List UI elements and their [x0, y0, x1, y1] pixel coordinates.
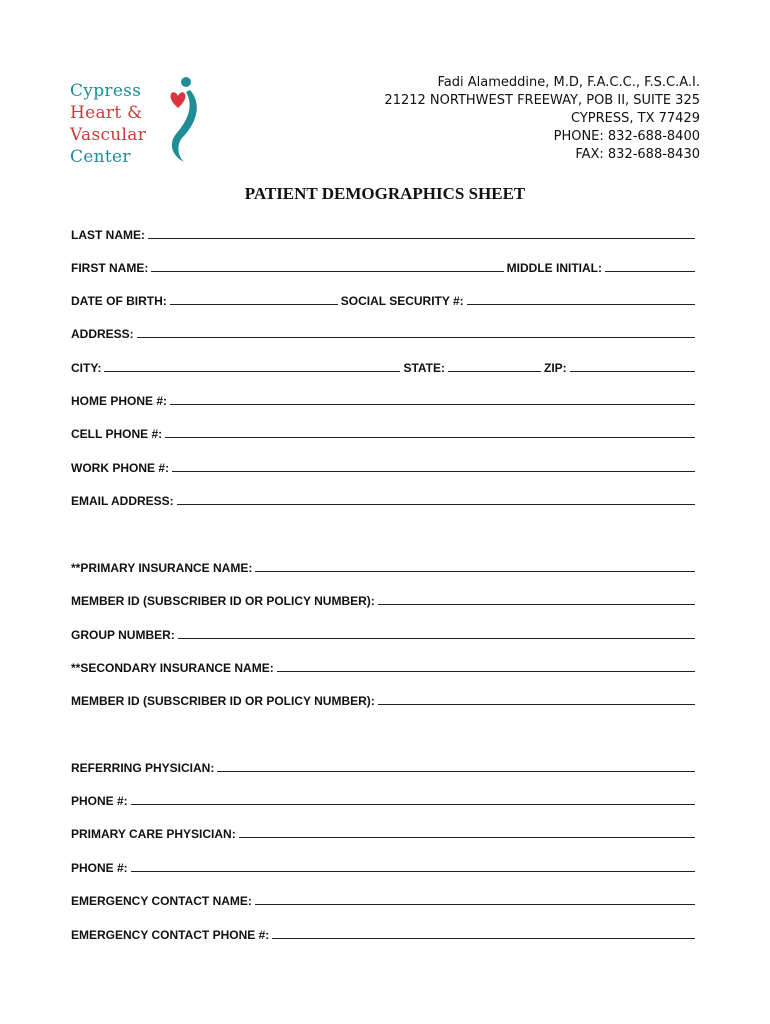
email-row: [71, 490, 698, 508]
email-label: EMAIL ADDRESS:: [71, 494, 174, 508]
work-phone-row: [71, 457, 698, 475]
member-id-row-1: [71, 590, 698, 608]
middle-initial-label: MIDDLE INITIAL:: [506, 261, 602, 275]
first-name-row: [71, 257, 698, 275]
group-number-label: GROUP NUMBER:: [71, 628, 175, 642]
city-state-zip: CYPRESS, TX 77429: [571, 111, 700, 126]
street-address: 21212 NORTHWEST FREEWAY, POB II, SUITE 325: [384, 93, 700, 108]
referring-physician-field[interactable]: [217, 770, 695, 772]
pcp-phone-field[interactable]: [131, 870, 695, 872]
emergency-phone-field[interactable]: [272, 937, 695, 939]
first-name-label: FIRST NAME:: [71, 261, 149, 275]
member-id-label-2: MEMBER ID (SUBSCRIBER ID OR POLICY NUMBER):: [71, 694, 375, 708]
logo-line-2: Heart &: [70, 103, 143, 123]
dob-label: DATE OF BIRTH:: [71, 294, 167, 308]
logo-line-1: Cypress: [70, 81, 142, 101]
phone-number: PHONE: 832-688-8400: [553, 129, 700, 144]
member-id-label-1: MEMBER ID (SUBSCRIBER ID OR POLICY NUMBER):: [71, 594, 375, 608]
primary-insurance-row: [71, 557, 698, 575]
logo-line-3: Vascular: [70, 125, 147, 145]
pcp-label: PRIMARY CARE PHYSICIAN:: [71, 827, 236, 841]
primary-insurance-label: **PRIMARY INSURANCE NAME:: [71, 561, 253, 575]
zip-label: ZIP:: [544, 361, 567, 375]
doctor-name: Fadi Alameddine, M.D, F.A.C.C., F.S.C.A.I.: [437, 75, 700, 90]
state-label: STATE:: [403, 361, 446, 375]
last-name-field[interactable]: [148, 237, 695, 239]
secondary-insurance-label: **SECONDARY INSURANCE NAME:: [71, 661, 274, 675]
ssn-label: SOCIAL SECURITY #:: [340, 294, 464, 308]
pcp-phone-label: PHONE #:: [71, 861, 128, 875]
referring-phone-row: [71, 790, 698, 808]
referring-physician-label: REFERRING PHYSICIAN:: [71, 761, 215, 775]
clinic-logo: [70, 76, 200, 166]
home-phone-label: HOME PHONE #:: [71, 394, 168, 408]
home-phone-row: [71, 390, 698, 408]
primary-insurance-field[interactable]: [255, 570, 695, 572]
emergency-name-row: [71, 890, 698, 908]
work-phone-field[interactable]: [172, 470, 695, 472]
member-id-field-1[interactable]: [378, 603, 695, 605]
dob-field[interactable]: [170, 303, 338, 305]
pcp-phone-row: [71, 857, 698, 875]
member-id-row-2: [71, 690, 698, 708]
address-label: ADDRESS:: [71, 327, 134, 341]
state-field[interactable]: [448, 370, 541, 372]
city-row: [71, 357, 698, 375]
cell-phone-row: [71, 423, 698, 441]
city-label: CITY:: [71, 361, 102, 375]
group-number-field[interactable]: [178, 637, 695, 639]
emergency-phone-row: [71, 924, 698, 942]
fax-number: FAX: 832-688-8430: [575, 147, 700, 162]
emergency-name-label: EMERGENCY CONTACT NAME:: [71, 894, 252, 908]
address-field[interactable]: [137, 336, 695, 338]
middle-initial-field[interactable]: [605, 270, 695, 272]
last-name-row: [71, 224, 698, 242]
email-field[interactable]: [177, 503, 695, 505]
referring-physician-row: [71, 757, 698, 775]
pcp-field[interactable]: [239, 836, 695, 838]
referring-phone-field[interactable]: [131, 803, 695, 805]
pcp-row: [71, 823, 698, 841]
ssn-field[interactable]: [467, 303, 695, 305]
emergency-name-field[interactable]: [255, 903, 695, 905]
secondary-insurance-row: [71, 657, 698, 675]
dob-row: [71, 290, 698, 308]
practice-address-block: [384, 74, 700, 164]
address-row: [71, 323, 698, 341]
heart-figure-icon: [164, 76, 200, 164]
cell-phone-label: CELL PHONE #:: [71, 427, 163, 441]
logo-wordmark: [70, 80, 146, 168]
referring-phone-label: PHONE #:: [71, 794, 128, 808]
city-field[interactable]: [104, 370, 400, 372]
last-name-label: LAST NAME:: [71, 228, 145, 242]
work-phone-label: WORK PHONE #:: [71, 461, 170, 475]
page-title: PATIENT DEMOGRAPHICS SHEET: [244, 184, 526, 203]
group-number-row: [71, 624, 698, 642]
secondary-insurance-field[interactable]: [277, 670, 695, 672]
member-id-field-2[interactable]: [378, 703, 695, 705]
cell-phone-field[interactable]: [165, 436, 695, 438]
home-phone-field[interactable]: [170, 403, 695, 405]
zip-field[interactable]: [570, 370, 695, 372]
logo-line-4: Center: [70, 147, 131, 167]
emergency-phone-label: EMERGENCY CONTACT PHONE #:: [71, 928, 270, 942]
first-name-field[interactable]: [151, 270, 503, 272]
